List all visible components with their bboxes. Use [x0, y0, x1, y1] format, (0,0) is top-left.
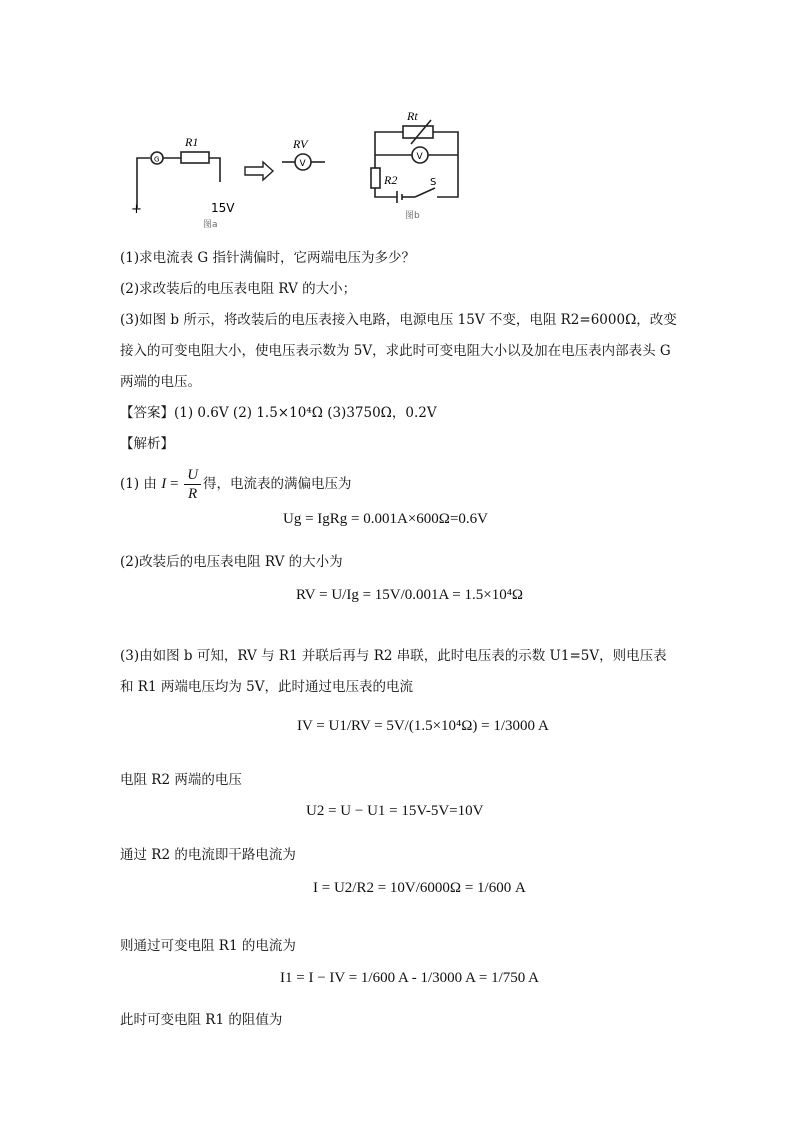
figure-a-caption: 图a [203, 220, 218, 230]
step-1-prefix: (1) 由 [120, 475, 157, 492]
equation-1: Ug = IgRg = 0.001A×600Ω=0.6V [283, 511, 488, 527]
answer-line: 【答案】(1) 0.6V (2) 1.5×10⁴Ω (3)3750Ω，0.2V [120, 405, 437, 421]
circuit-diagram [125, 100, 475, 230]
equation-6: I1 = I − IV = 1/600 A - 1/3000 A = 1/750 A [280, 970, 539, 986]
r2-label: R2 [384, 173, 398, 187]
transform-arrow [245, 162, 273, 180]
equation-4: U2 = U − U1 = 15V-5V=10V [306, 803, 484, 819]
figure-b [371, 120, 458, 203]
step-2: (2)改装后的电压表电阻 RV 的大小为 [120, 554, 343, 570]
step-7: 此时可变电阻 R1 的阻值为 [120, 1012, 283, 1028]
switch-label: S [430, 177, 437, 188]
equation-5: I = U2/R2 = 10V/6000Ω = 1/600 A [313, 880, 526, 896]
galvanometer-label: G [154, 155, 160, 164]
question-block [120, 243, 680, 460]
step-6: 则通过可变电阻 R1 的电流为 [120, 938, 296, 954]
step-1: (1) 由 I = $\frac{U}{R}$ 得，电流表的满偏电压为 [120, 467, 352, 502]
equation-3: IV = U1/RV = 5V/(1.5×10⁴Ω) = 1/3000 A [297, 718, 549, 734]
voltmeter-v: V [299, 159, 306, 169]
rt-label: Rt [407, 109, 418, 123]
step-3: (3)由如图 b 可知，RV 与 R1 并联后再与 R2 串联，此时电压表的示数 U1=5V，则电压表和 R1 两端电压均为 5V，此时通过电压表的电流 [120, 648, 667, 695]
figure-a [137, 152, 220, 208]
question-2: (2)求改装后的电压表电阻 RV 的大小； [120, 281, 357, 297]
circuit-figures [125, 100, 475, 230]
question-3: (3)如图 b 所示，将改装后的电压表接入电路，电源电压 15V 不变，电阻 R2=6000Ω，改变接入的可变电阻大小，使电压表示数为 5V，求此时可变电阻大小以及加在电压表内部表头 G 两端的电压。 [120, 312, 677, 390]
rv-label: RV [293, 137, 308, 151]
voltage-label: 15V [211, 201, 235, 215]
plus-label: + [131, 202, 142, 217]
analysis-title: 【解析】 [120, 436, 174, 452]
r1-label: R1 [185, 135, 199, 149]
step-5: 通过 R2 的电流即干路电流为 [120, 847, 296, 863]
question-1: (1)求电流表 G 指针满偏时，它两端电压为多少？ [120, 250, 415, 266]
step-1-text: 得，电流表的满偏电压为 [203, 475, 352, 492]
figure-b-caption: 图b [405, 211, 420, 221]
voltmeter-b-v: V [416, 152, 423, 162]
step-4: 电阻 R2 两端的电压 [120, 772, 242, 788]
equation-2: RV = U/Ig = 15V/0.001A = 1.5×10⁴Ω [296, 587, 524, 603]
